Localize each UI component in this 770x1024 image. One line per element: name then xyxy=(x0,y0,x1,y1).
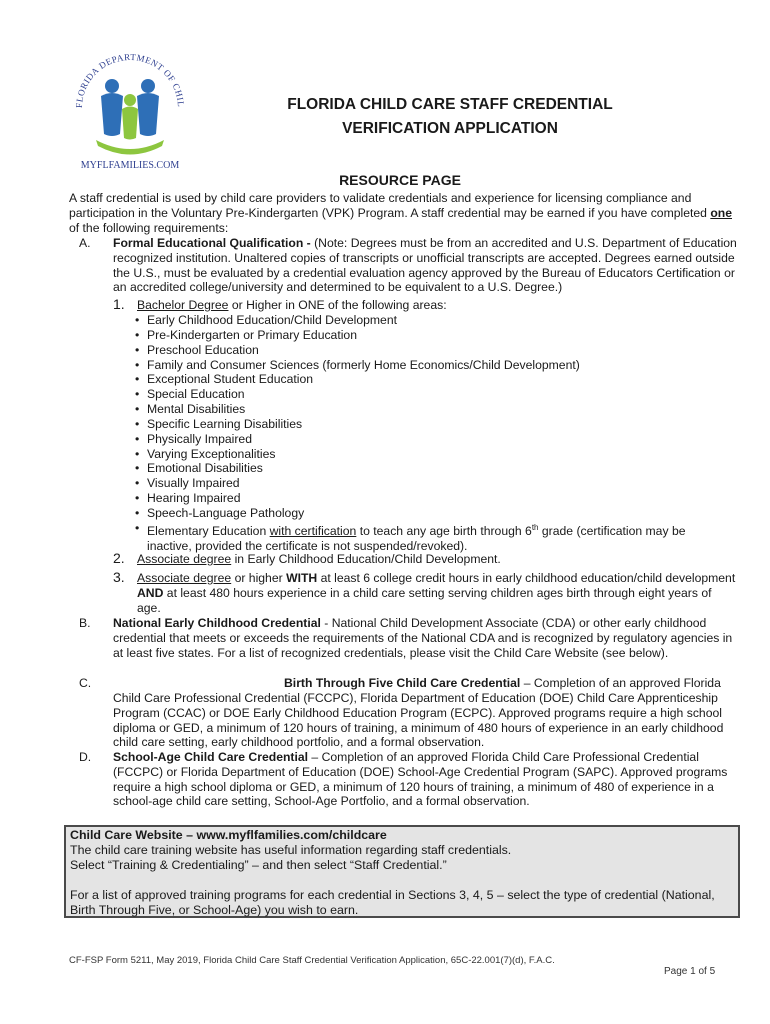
bachelor-areas-list xyxy=(133,313,733,554)
item-3-text xyxy=(137,571,737,615)
item-3-and: AND xyxy=(137,585,164,600)
intro-one: one xyxy=(710,205,732,220)
list-item: • Preschool Education xyxy=(133,343,733,358)
child-care-website-box xyxy=(64,825,740,918)
section-a-letter: A. xyxy=(79,236,91,250)
section-d-body: – Completion of an approved Florida Child Care Professional Credential (FCCPC) or Florida Department of Education (DOE) School-Age Credential Program (SAPC). Approved programs require a high school diploma or GED, a minimum of 120 hours of training, a minimum of 480 of experience in a school-age child care setting, School-Age Portfolio, and a formal observation. xyxy=(113,750,728,809)
section-c-first: – Completion of an approved Florida xyxy=(520,676,721,690)
list-item: • Specific Learning Disabilities xyxy=(133,417,733,432)
associate-degree-text: Associate degree xyxy=(137,552,232,566)
item-3-number: 3. xyxy=(113,569,125,585)
item-2-number: 2. xyxy=(113,550,125,566)
page-number: Page 1 of 5 xyxy=(664,966,716,977)
section-c-heading: Birth Through Five Child Care Credential xyxy=(284,676,521,690)
list-item: • Varying Exceptionalities xyxy=(133,447,733,462)
website-heading: Child Care Website – www.myflfamilies.com/childcare xyxy=(70,828,387,842)
logo-site-text: MYFLFAMILIES.COM xyxy=(80,160,180,171)
section-b-text xyxy=(113,616,743,660)
item-3-t1: or higher xyxy=(231,571,287,585)
list-item: • Physically Impaired xyxy=(133,432,733,447)
section-a-text xyxy=(113,236,743,295)
form-footer: CF-FSP Form 5211, May 2019, Florida Child Care Staff Credential Verification Application, 65C-22.001(7)(d), F.A.C. xyxy=(69,955,555,966)
section-d-text xyxy=(113,750,743,809)
section-b-heading: National Early Childhood Credential xyxy=(113,616,321,630)
section-c-letter: C. xyxy=(79,676,92,690)
item-3-with: WITH xyxy=(286,571,318,585)
section-c-text: Child Care Professional Credential (FCCPC), Florida Department of Education (DOE) Child Care Apprenticeship Program (CCAC) or DOE Early Childhood Education Program (ECPC). Approved programs require a high school diploma or GED, a minimum of 120 hours of training, a minimum of 480 hours of experience in an early childhood child care setting, early childhood portfolio, and a formal observation. xyxy=(113,691,724,750)
list-item: • Speech-Language Pathology xyxy=(133,506,733,521)
section-b-body: - National Child Development Associate (CDA) or other early childhood credential that meets or exceeds the requirements of the National CDA and is recognized by regulatory agencies in at least five states. For a list of recognized credentials, please visit the Child Care Website (see below). xyxy=(113,616,733,660)
elem-middle: to teach any age birth through 6 xyxy=(356,523,532,538)
item-1-number: 1. xyxy=(113,296,125,312)
item-2-text xyxy=(137,552,737,567)
item-3-t3: at least 480 hours experience in a child care setting serving children ages birth through eight years of age. xyxy=(137,585,712,615)
associate-degree-text: Associate degree xyxy=(137,571,232,585)
elem-before: Elementary Education xyxy=(147,523,270,538)
website-line-2: Select “Training & Credentialing” – and then select “Staff Credential.” xyxy=(70,858,447,872)
item-3-t2: at least 6 college credit hours in early childhood education/child development xyxy=(317,571,736,585)
list-item: • Hearing Impaired xyxy=(133,491,733,506)
item-2-body: in Early Childhood Education/Child Development. xyxy=(231,552,501,566)
section-a-body: (Note: Degrees must be from an accredited and U.S. Department of Education recognized institution. Unaltered copies of transcripts or unofficial transcripts are accepted. Degrees earned outside the U.S., must be evaluated by a credential evaluation agency approved by the Bureau of Educators Certification or an accredited college/university and determined to be equivalent to a U.S. Degree.) xyxy=(113,236,737,295)
list-item: • Exceptional Student Education xyxy=(133,372,733,387)
page-title xyxy=(200,93,700,141)
item-1-body: or Higher in ONE of the following areas: xyxy=(228,298,447,312)
list-item: • Mental Disabilities xyxy=(133,402,733,417)
list-item-elementary xyxy=(133,521,733,554)
resource-page-heading: RESOURCE PAGE xyxy=(339,172,461,188)
section-b-letter: B. xyxy=(79,616,91,630)
section-d-heading: School-Age Child Care Credential xyxy=(113,750,309,764)
logo-arc-text: FLORIDA DEPARTMENT OF CHIL xyxy=(73,51,187,109)
list-item: • Family and Consumer Sciences (formerly Home Economics/Child Development) xyxy=(133,358,733,373)
list-item: • Visually Impaired xyxy=(133,476,733,491)
section-a-heading: Formal Educational Qualification - xyxy=(113,236,315,250)
elem-after: grade (certification may be inactive, provided the certificate is not suspended/revoked). xyxy=(147,523,686,553)
list-item: • Early Childhood Education/Child Development xyxy=(133,313,733,328)
elem-underlined: with certification xyxy=(269,523,357,538)
dcf-logo xyxy=(68,42,192,172)
intro-paragraph xyxy=(69,191,739,235)
section-d-letter: D. xyxy=(79,750,92,764)
list-item: • Emotional Disabilities xyxy=(133,461,733,476)
section-c-first-line xyxy=(284,676,744,691)
list-item: • Special Education xyxy=(133,387,733,402)
title-line-2: VERIFICATION APPLICATION xyxy=(342,120,558,137)
elem-sup: th xyxy=(531,522,539,532)
website-line-1: The child care training website has useful information regarding staff credentials. xyxy=(70,843,512,857)
list-item: • Pre-Kindergarten or Primary Education xyxy=(133,328,733,343)
website-line-3: For a list of approved training programs for each credential in Sections 3, 4, 5 – select the type of credential (National, Birth Through Five, or School-Age) you wish to earn. xyxy=(70,888,715,917)
bachelor-degree-link-text: Bachelor Degree xyxy=(137,298,229,312)
intro-text: A staff credential is used by child care providers to validate credentials and experience for licensing compliance and participation in the Voluntary Pre-Kindergarten (VPK) Program. A staff credential may be earned if you have completed xyxy=(69,191,711,220)
family-figures-icon xyxy=(96,79,164,155)
intro-text-after: of the following requirements: xyxy=(69,220,229,235)
item-1-text xyxy=(137,298,737,313)
title-line-1: FLORIDA CHILD CARE STAFF CREDENTIAL xyxy=(287,96,613,113)
